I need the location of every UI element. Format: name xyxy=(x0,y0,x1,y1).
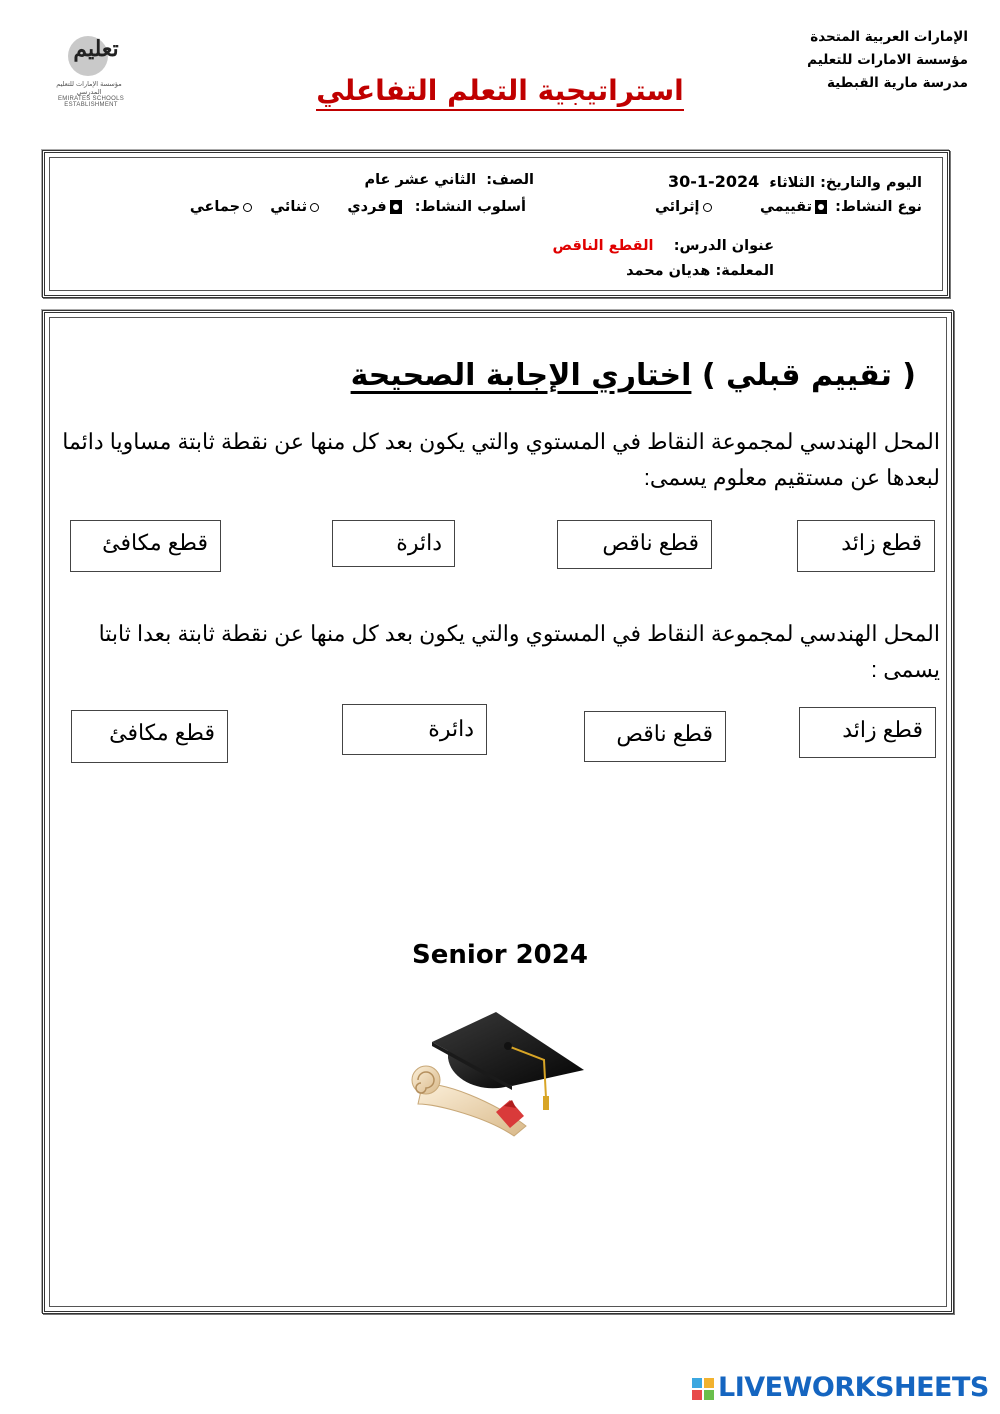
grade-label: الصف: xyxy=(486,172,534,188)
activity-style-option-individual: فردي xyxy=(347,199,387,215)
grade-value: الثاني عشر عام xyxy=(364,172,477,188)
teacher-label: المعلمة: xyxy=(715,263,774,279)
activity-style-radio-group-icon[interactable] xyxy=(243,203,252,212)
date-day: الثلاثاء xyxy=(769,175,815,191)
lesson-title-value: القطع الناقص xyxy=(552,238,654,254)
page-title xyxy=(300,74,700,107)
liveworksheets-wordmark: LIVEWORKSHEETS xyxy=(718,1372,989,1403)
graduation-cap-icon xyxy=(408,1008,588,1138)
activity-style-label: أسلوب النشاط: xyxy=(414,199,526,215)
q1-option-circle[interactable]: دائرة xyxy=(332,520,455,567)
quiz-title xyxy=(351,358,916,393)
activity-type-checked-icon[interactable] xyxy=(815,200,827,214)
activity-type-option-assessment: تقييمي xyxy=(759,199,813,215)
liveworksheets-logo-icon xyxy=(692,1378,714,1400)
taleem-logo xyxy=(56,34,126,114)
date-field xyxy=(668,172,922,191)
lesson-title-label: عنوان الدرس: xyxy=(673,238,774,254)
logo-word: تعليم xyxy=(73,36,119,62)
org-line-foundation: مؤسسة الامارات للتعليم xyxy=(807,52,968,68)
q2-option-ellipse[interactable]: قطع ناقص xyxy=(584,711,726,762)
q2-option-circle[interactable]: دائرة xyxy=(342,704,487,755)
senior-caption: Senior 2024 xyxy=(412,940,588,970)
activity-type-label: نوع النشاط: xyxy=(835,199,922,215)
grade-field xyxy=(364,172,534,188)
date-value: 30-1-2024 xyxy=(668,172,760,191)
liveworksheets-brand[interactable] xyxy=(692,1372,992,1408)
activity-style-field xyxy=(190,199,526,215)
q1-option-parabola[interactable]: قطع مكافئ xyxy=(70,520,221,572)
question-2-text: المحل الهندسي لمجموعة النقاط في المستوي والتي يكون بعد كل منها عن نقطة ثابتة بعدا ثابتا يسمى : xyxy=(98,621,940,682)
activity-type-option-enrichment: إثرائي xyxy=(654,199,700,215)
lesson-title-field xyxy=(553,238,774,254)
q1-option-ellipse[interactable]: قطع ناقص xyxy=(557,520,712,569)
question-1-text: المحل الهندسي لمجموعة النقاط في المستوي والتي يكون بعد كل منها عن نقطة ثابتة مساويا دائما لبعدها عن مستقيم معلوم يسمى: xyxy=(62,429,940,490)
teacher-value: هديان محمد xyxy=(626,263,711,279)
q1-option-hyperbola[interactable]: قطع زائد xyxy=(797,520,935,572)
teacher-field xyxy=(626,263,774,279)
activity-style-radio-pair-icon[interactable] xyxy=(310,203,319,212)
activity-style-option-group: جماعي xyxy=(189,199,241,215)
activity-style-checked-icon[interactable] xyxy=(390,200,402,214)
org-line-country: الإمارات العربية المتحدة xyxy=(810,29,968,45)
activity-type-field xyxy=(655,199,922,215)
organization-lines xyxy=(708,26,968,95)
quiz-title-part2: اختاري الإجابة الصحيحة xyxy=(350,358,692,393)
logo-subtitle-en: EMIRATES SCHOOLS ESTABLISHMENT xyxy=(57,96,125,108)
q2-option-hyperbola[interactable]: قطع زائد xyxy=(799,707,936,758)
activity-type-radio-icon[interactable] xyxy=(703,203,712,212)
page-title-text: استراتيجية التعلم التفاعلي xyxy=(316,74,683,111)
quiz-title-part1: ( تقييم قبلي ) xyxy=(701,358,916,393)
logo-subtitle-ar: مؤسسة الإمارات للتعليم المدرسي xyxy=(56,80,122,96)
q2-option-parabola[interactable]: قطع مكافئ xyxy=(71,710,228,763)
org-line-school: مدرسة مارية القبطية xyxy=(826,75,968,91)
activity-style-option-pair: ثنائي xyxy=(270,199,308,215)
date-label: اليوم والتاريخ: xyxy=(820,175,922,191)
